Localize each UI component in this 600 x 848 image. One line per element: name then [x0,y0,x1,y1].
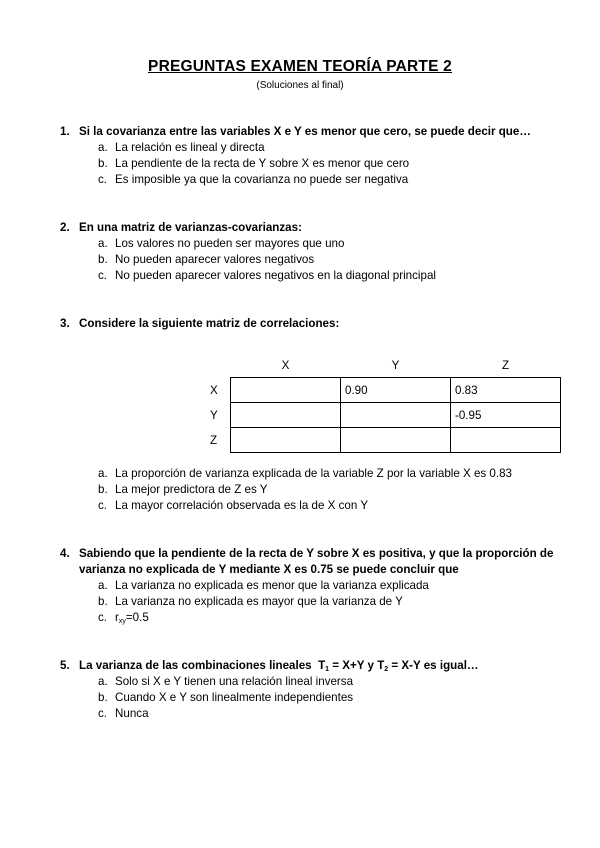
page-title: PREGUNTAS EXAMEN TEORÍA PARTE 2 [148,58,452,75]
option-text: Los valores no pueden ser mayores que uno [115,237,345,250]
question-2 [60,220,560,236]
matrix-row-header: Z [210,433,218,447]
option-letter: a. [98,675,108,688]
question-number: 4. [60,547,70,560]
matrix-row-header: Y [210,408,218,422]
option-a [98,466,512,482]
question-text: En una matriz de varianzas-covarianzas: [79,221,302,234]
matrix-cell: 0.90 [341,378,451,403]
matrix-cell [341,403,451,428]
option-c [98,172,409,188]
question-3 [60,316,560,332]
question-text: Si la covarianza entre las variables X e Y es menor que cero, se puede decir que… [79,125,531,138]
option-letter: a. [98,467,108,480]
option-text: La varianza no explicada es menor que la varianza explicada [115,579,429,592]
matrix-header-row [202,353,561,378]
matrix-row-header: X [210,383,218,397]
question-text-part: = X-Y es igual… [388,659,479,672]
option-letter: c. [98,269,108,282]
matrix-cell [231,378,341,403]
question-1-options [98,140,409,188]
option-a [98,674,353,690]
option-r-rest: =0.5 [125,611,149,624]
question-text: Considere la siguiente matriz de correlaciones: [79,317,340,330]
question-1 [60,124,560,140]
matrix-col-header-z: Z [501,358,510,372]
option-letter: b. [98,253,108,266]
option-b [98,690,353,706]
option-r: r [115,611,119,624]
question-4-options [98,578,429,630]
matrix-cell: 0.83 [451,378,561,403]
question-text-part: = X+Y y T [329,659,385,672]
matrix-row-z [202,428,561,453]
matrix-cell [451,428,561,453]
option-letter: c. [98,499,108,512]
option-text: Cuando X e Y son linealmente independientes [115,691,354,704]
option-b [98,482,512,498]
page-subtitle: (Soluciones al final) [256,80,344,91]
t2-subscript: 2 [384,666,389,673]
option-b [98,252,436,268]
matrix-row-y [202,403,561,428]
option-c [98,498,512,514]
option-text: Solo si X e Y tienen una relación lineal inversa [115,675,354,688]
question-3-options [98,466,512,514]
option-a [98,236,436,252]
option-text: Es imposible ya que la covarianza no puede ser negativa [115,173,409,186]
option-letter: a. [98,237,108,250]
option-letter: b. [98,157,108,170]
option-text: Nunca [115,707,149,720]
question-number: 3. [60,317,70,330]
option-letter: c. [98,707,108,720]
option-text: La mejor predictora de Z es Y [115,483,268,496]
option-c [98,706,353,722]
option-c [98,610,429,630]
option-b [98,156,409,172]
option-text: No pueden aparecer valores negativos en la diagonal principal [115,269,436,282]
option-b [98,594,429,610]
option-text: La varianza no explicada es mayor que la varianza de Y [115,595,403,608]
option-c [98,268,436,284]
matrix-cell: -0.95 [451,403,561,428]
question-4 [60,546,560,578]
t1-subscript: 1 [325,666,330,673]
question-number: 5. [60,659,70,672]
option-letter: a. [98,141,108,154]
matrix-corner [202,353,231,378]
question-number: 1. [60,125,70,138]
correlation-matrix [202,353,561,453]
option-letter: b. [98,483,108,496]
option-a [98,140,409,156]
option-text: La proporción de varianza explicada de la variable Z por la variable X es 0.83 [115,467,513,480]
option-letter: c. [98,611,108,624]
option-text: La pendiente de la recta de Y sobre X es menor que cero [115,157,410,170]
option-letter: b. [98,691,108,704]
option-a [98,578,429,594]
option-r-subscript: xy [118,618,126,625]
option-letter: b. [98,595,108,608]
matrix-cell [341,428,451,453]
matrix-cell [231,428,341,453]
question-number: 2. [60,221,70,234]
matrix-col-header-x: X [281,358,290,372]
matrix-col-header-y: Y [391,358,400,372]
matrix-cell [231,403,341,428]
option-text: La relación es lineal y directa [115,141,265,154]
option-letter: a. [98,579,108,592]
question-text-part: La varianza de las combinaciones lineales T [79,659,326,672]
question-5-options [98,674,353,722]
option-text: No pueden aparecer valores negativos [115,253,315,266]
option-text: La mayor correlación observada es la de X con Y [115,499,369,512]
option-letter: c. [98,173,108,186]
matrix-row-x [202,378,561,403]
question-text: Sabiendo que la pendiente de la recta de Y sobre X es positiva, y que la proporción de varianza no explicada de Y mediante X es 0.75 se puede concluir que [79,547,554,576]
question-2-options [98,236,436,284]
